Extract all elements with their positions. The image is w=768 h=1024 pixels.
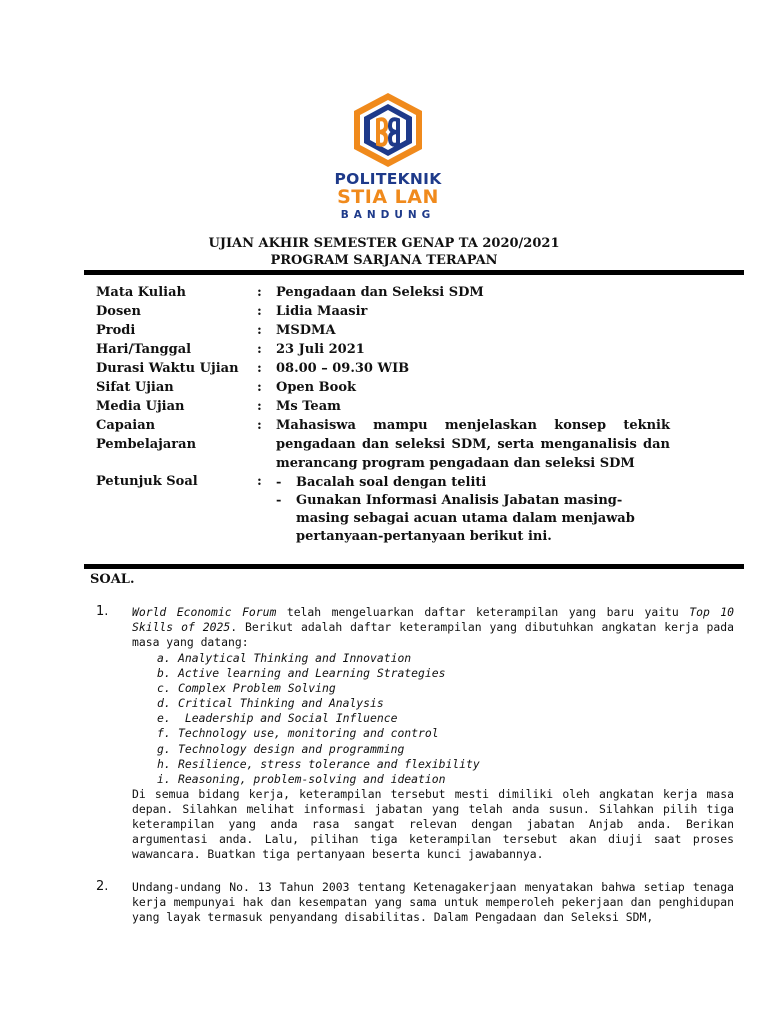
info-value: Open Book <box>276 380 356 395</box>
logo-line-1: POLITEKNIK <box>334 170 442 188</box>
info-colon: : <box>257 418 262 433</box>
soal-heading: SOAL. <box>90 572 135 587</box>
institution-logo <box>328 90 448 220</box>
info-row <box>96 361 676 380</box>
skill-text: Critical Thinking and Analysis <box>178 696 384 711</box>
info-row <box>96 342 676 361</box>
info-value: Ms Team <box>276 399 341 414</box>
info-colon: : <box>257 361 262 376</box>
top-divider <box>84 270 744 275</box>
info-value: Lidia Maasir <box>276 304 368 319</box>
list-letter: g. <box>157 741 171 756</box>
skill-text: Technology use, monitoring and control <box>178 726 439 741</box>
question-1-body: Di semua bidang kerja, keterampilan tersebut mesti dimiliki oleh angkatan kerja masa depan. Silahkan melihat informasi jabatan yang telah anda susun. Silahkan pilih tiga keterampilan yang anda rasa sangat relevan dengan jabatan Anjab anda. Berikan argumentasi anda. Lalu, pilihan tiga keterampilan tersebut akan diuji saat proses wawancara. Buatkan tiga pertanyaan beserta kunci jawabannya. <box>132 787 734 861</box>
list-letter: a. <box>157 651 171 665</box>
info-colon: : <box>257 304 262 319</box>
instruction-item <box>276 474 666 492</box>
dash-bullet: - <box>276 493 282 508</box>
list-letter: c. <box>157 681 171 696</box>
capaian-line: pengadaan dan seleksi SDM, serta menganalisis dan <box>276 437 670 452</box>
skill-text: Complex Problem Solving <box>178 681 336 696</box>
info-label: Durasi Waktu Ujian <box>96 361 239 376</box>
program-subtitle: PROGRAM SARJANA TERAPAN <box>270 253 498 268</box>
capaian-label: Capaian <box>96 418 156 433</box>
intro-text: telah mengeluarkan daftar keterampilan yang baru yaitu <box>276 605 690 619</box>
italic-term: Top 10 Skills of 2025 <box>132 605 735 634</box>
instruction-text: Gunakan Informasi Analisis Jabatan masing-masing sebagai acuan utama dalam menjawab pertanyaan-pertanyaan berikut ini. <box>296 493 635 544</box>
logo-line-2: STIA LAN <box>337 186 439 208</box>
petunjuk-label: Petunjuk Soal <box>96 474 198 489</box>
italic-term: World Economic Forum <box>132 605 277 619</box>
list-letter: b. <box>157 666 171 681</box>
pembelajaran-label: Pembelajaran <box>96 437 197 452</box>
exam-info-table <box>96 285 676 475</box>
info-label: Dosen <box>96 304 141 319</box>
info-label: Sifat Ujian <box>96 380 174 395</box>
info-label: Media Ujian <box>96 399 185 414</box>
info-value: MSDMA <box>276 323 336 338</box>
question-number: 2. <box>96 879 109 894</box>
info-value: 23 Juli 2021 <box>276 342 365 357</box>
dash-bullet: - <box>276 475 282 490</box>
capaian-line: Mahasiswa mampu menjelaskan konsep teknik <box>276 418 670 433</box>
info-label: Hari/Tanggal <box>96 342 192 357</box>
info-colon: : <box>257 323 262 338</box>
info-row <box>96 399 676 418</box>
list-letter: d. <box>157 696 171 711</box>
info-label: Mata Kuliah <box>96 285 186 300</box>
hexagon-emblem-icon <box>348 90 428 170</box>
info-colon: : <box>257 399 262 414</box>
info-row <box>96 304 676 323</box>
exam-title: UJIAN AKHIR SEMESTER GENAP TA 2020/2021 <box>208 236 560 251</box>
info-colon: : <box>257 380 262 395</box>
info-row <box>96 285 676 304</box>
instruction-item <box>276 492 666 546</box>
skill-text: Active learning and Learning Strategies <box>178 666 446 681</box>
info-value: Pengadaan dan Seleksi SDM <box>276 285 484 300</box>
skill-text: Reasoning, problem-solving and ideation <box>178 771 446 786</box>
info-row <box>96 380 676 399</box>
info-colon: : <box>257 474 262 489</box>
skill-text: Analytical Thinking and Innovation <box>178 651 412 665</box>
question-number: 1. <box>96 604 109 619</box>
info-colon: : <box>257 285 262 300</box>
info-colon: : <box>257 342 262 357</box>
question-1-intro <box>132 605 734 650</box>
logo-line-3: BANDUNG <box>340 209 436 221</box>
intro-text: . Berikut adalah daftar keterampilan yang dibutuhkan angkatan kerja pada masa yang datang: <box>132 620 734 649</box>
instruction-text: Bacalah soal dengan teliti <box>296 475 487 490</box>
info-value: 08.00 – 09.30 WIB <box>276 361 410 376</box>
skill-text: Resilience, stress tolerance and flexibility <box>178 756 480 771</box>
list-letter: h. <box>157 756 171 771</box>
list-letter: f. <box>157 726 171 741</box>
capaian-row <box>96 418 676 475</box>
question-2-text: Undang-undang No. 13 Tahun 2003 tentang Ketenagakerjaan menyatakan bahwa setiap tenaga kerja mempunyai hak dan kesempatan yang sama untuk memperoleh pekerjaan dan penghidupan yang layak termasuk penyandang disabilitas. Dalam Pengadaan dan Seleksi SDM, <box>132 880 734 924</box>
skill-text: Technology design and programming <box>178 741 405 756</box>
skill-text: Leadership and Social Influence <box>178 711 398 726</box>
info-row <box>96 323 676 342</box>
info-label: Prodi <box>96 323 136 338</box>
list-letter: i. <box>157 771 171 786</box>
list-letter: e. <box>157 711 171 726</box>
capaian-line: merancang program pengadaan dan seleksi SDM <box>276 456 635 471</box>
bottom-divider <box>84 564 744 569</box>
